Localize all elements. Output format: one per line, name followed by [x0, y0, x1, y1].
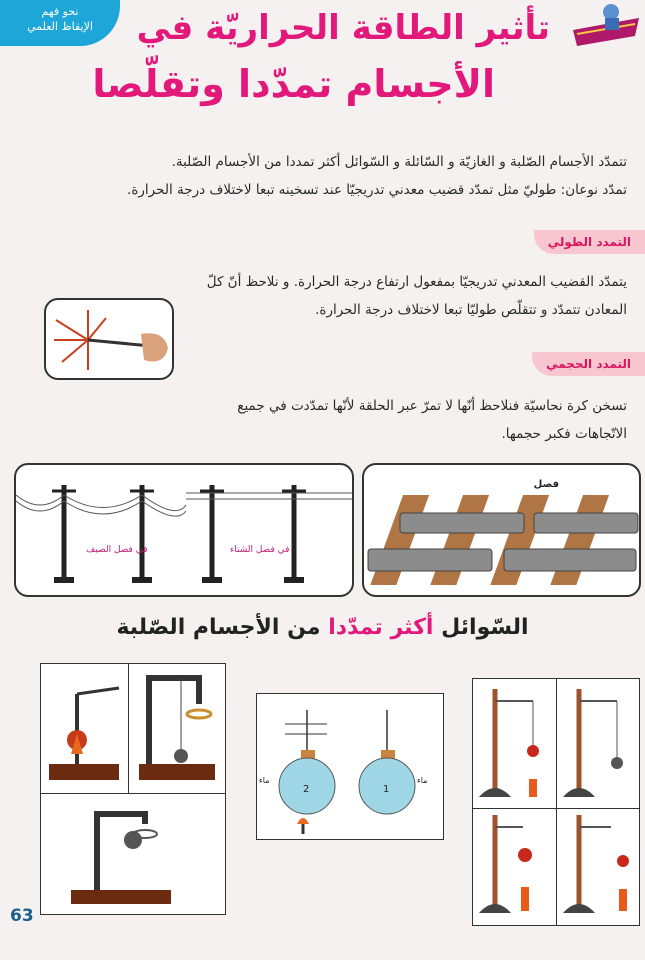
ball-stand-cell-1	[40, 663, 130, 795]
water-label-right: ماء	[417, 776, 428, 785]
candle-stand-illustration-3	[473, 809, 557, 925]
liquids-heading-part1: السّوائل	[441, 615, 529, 640]
volume-paragraph	[14, 392, 627, 448]
winter-label: في فصل الشتاء	[230, 545, 290, 555]
intro-line1: تتمدّد الأجسام الصّلبة و الغازيّة و السّائلة و السّوائل أكثر تمددا من الأجسام الصّلبة.	[171, 154, 627, 170]
candle-cell-3	[472, 808, 558, 926]
rod-heating-illustration	[46, 300, 172, 378]
badge-line2: الإيقاظ العلمي	[27, 20, 93, 33]
candle-stand-illustration-2	[557, 679, 639, 809]
page-title-line1: تأثير الطاقة الحراريّة في	[136, 8, 550, 48]
volume-expansion-label: التمدد الحجمي	[532, 352, 645, 376]
ball-stand-cell-2	[128, 663, 226, 795]
candle-cell-1	[472, 678, 558, 810]
rails-illustration	[364, 465, 639, 595]
ball-stand-illustration-3	[41, 794, 225, 914]
liquids-heading	[0, 615, 645, 640]
power-lines-illustration	[16, 465, 352, 595]
candle-cell-4	[556, 808, 640, 926]
ball-stand-cell-3	[40, 793, 226, 915]
linear-expansion-label: التمدد الطولي	[534, 230, 645, 254]
candle-stand-illustration-4	[557, 809, 639, 925]
liquids-heading-part4: من الأجسام الصّلبة	[116, 615, 321, 640]
page-title-line2: الأجسام تمدّدا وتقلّصا	[92, 62, 495, 106]
rails-image	[362, 463, 641, 597]
page-number: 63	[10, 906, 34, 926]
liquids-heading-part2: أكثر	[390, 615, 434, 640]
water-label-left: ماء	[259, 776, 270, 785]
rod-heating-image	[44, 298, 174, 380]
badge-line1: نحو فهم	[41, 5, 79, 18]
summer-label: في فصل الصيف	[86, 545, 148, 555]
section-badge	[0, 0, 120, 46]
intro-paragraph	[14, 148, 627, 204]
flask1-number: 1	[383, 784, 390, 795]
flask2-number: 2	[303, 784, 310, 795]
linear-line1: يتمدّد القضيب المعدني تدريجيّا بمفعول ارتفاع درجة الحرارة. و نلاحظ أنّ كلّ	[206, 274, 627, 290]
volume-line1: تسخن كرة نحاسيّة فنلاحظ أنّها لا تمرّ عبر الحلقة لأنّها تمدّدت في جميع	[237, 398, 627, 414]
ball-stand-illustration-1	[41, 664, 129, 794]
ball-stand-illustration-2	[129, 664, 225, 794]
power-lines-image	[14, 463, 354, 597]
intro-line2: تمدّد نوعان: طوليّ مثل تمدّد قضيب معدني تدريجيّا عند تسخينه تبعا لاختلاف درجة الحرارة.	[127, 182, 627, 198]
candle-stand-illustration-1	[473, 679, 557, 809]
flasks-illustration	[257, 694, 443, 839]
liquids-heading-part3: تمدّدا	[328, 615, 383, 640]
flying-carpet-icon	[571, 0, 641, 50]
flasks-cell	[256, 693, 444, 840]
rails-label: فصل	[533, 479, 559, 490]
candle-cell-2	[556, 678, 640, 810]
linear-line2: المعادن تتمدّد و تتقلّص طوليّا تبعا لاختلاف درجة الحرارة.	[315, 302, 627, 318]
volume-line2: الاتّجاهات فكبر حجمها.	[501, 426, 627, 442]
